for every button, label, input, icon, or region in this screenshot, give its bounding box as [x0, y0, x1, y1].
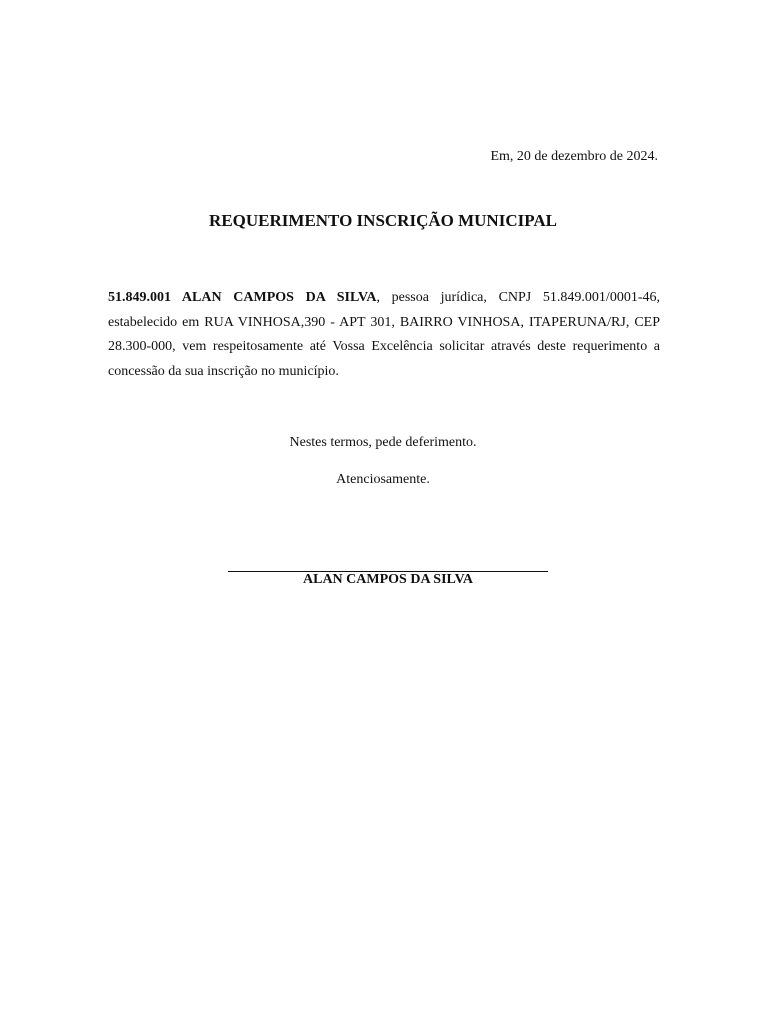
signature-name: ALAN CAMPOS DA SILVA: [303, 572, 473, 587]
closing-regards: Atenciosamente.: [336, 472, 430, 487]
document-title: REQUERIMENTO INSCRIÇÃO MUNICIPAL: [209, 211, 557, 230]
date-line: Em, 20 de dezembro de 2024.: [490, 149, 658, 164]
closing-request: Nestes termos, pede deferimento.: [289, 435, 477, 450]
body-paragraph: [108, 286, 660, 384]
company-id-name: 51.849.001 ALAN CAMPOS DA SILVA: [108, 290, 377, 305]
body-text-part-1: , pessoa jurídica, CNPJ 51.849.001/0001-46, estabelecido em RUA VINHOSA,390 - APT 301, BAIRRO VINHOSA, ITAPERUNA/RJ, CEP 28.300-000: [108, 290, 660, 354]
body-text-part-2: , vem respeitosamente até Vossa Excelência solicitar através deste requerimento a concessão da sua inscrição no município.: [108, 339, 660, 379]
